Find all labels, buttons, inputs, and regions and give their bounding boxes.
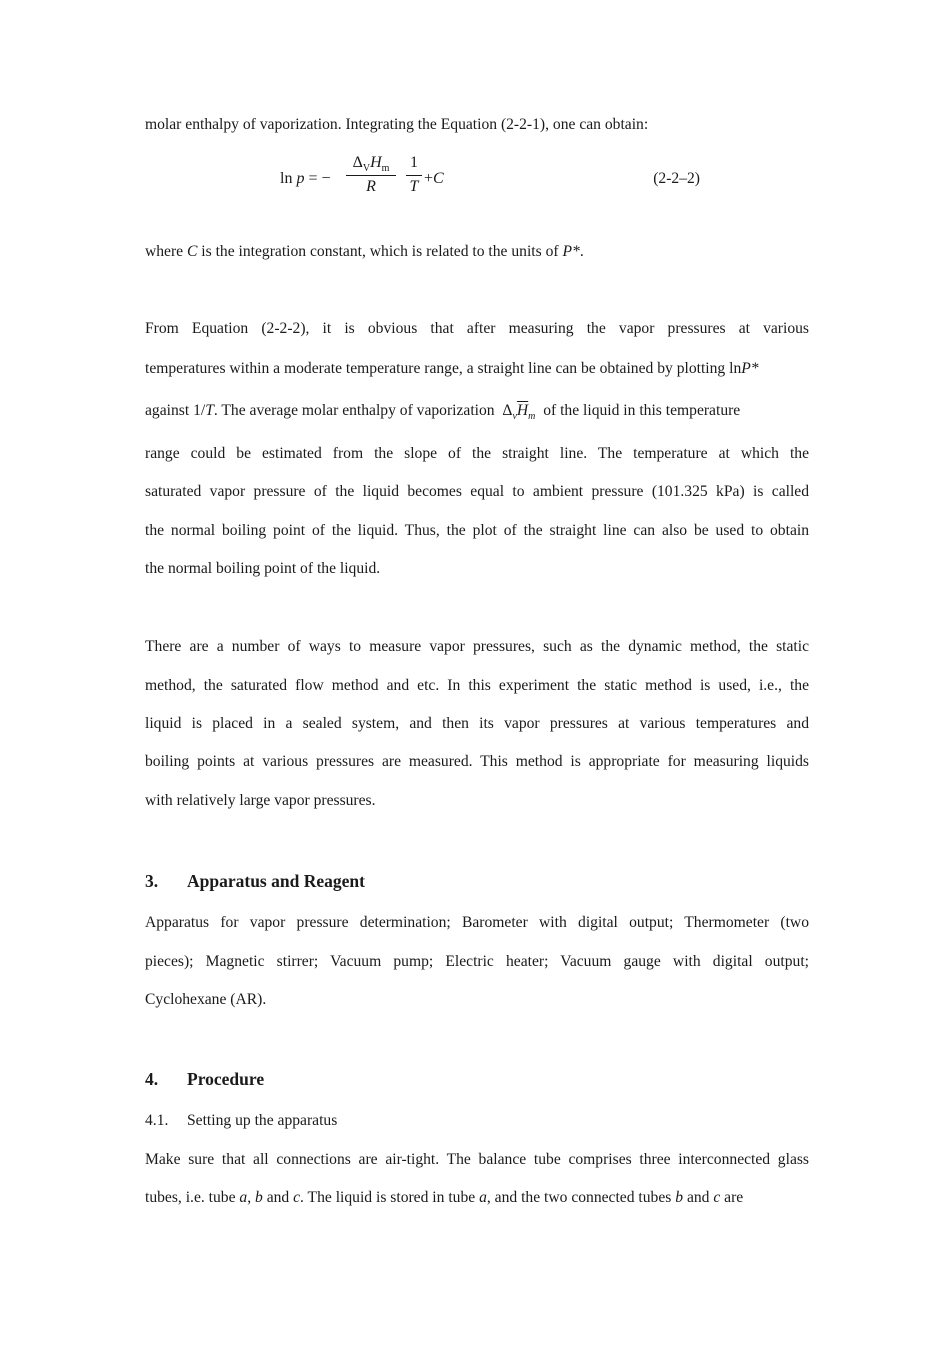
equation-denominator-2: T	[409, 178, 419, 195]
text-line: temperatures within a moderate temperature range, a straight line can be obtained by plotting lnP*	[145, 360, 759, 377]
equation-lhs: ln p = −	[280, 170, 331, 187]
text-line: molar enthalpy of vaporization. Integrating the Equation (2-2-1), one can obtain:	[145, 116, 649, 133]
text-line: against 1/T. The average molar enthalpy of vaporization $\Delta_v\overline{H}_m$ of the liquid in this temperature	[145, 402, 741, 423]
text-line: liquid is placed in a sealed system, and then its vapor pressures at various temperatures and	[145, 715, 809, 732]
text-line: the normal boiling point of the liquid. Thus, the plot of the straight line can also be used to obtain	[145, 522, 809, 539]
text-line: pieces); Magnetic stirrer; Vacuum pump; Electric heater; Vacuum gauge with digital output;	[145, 953, 809, 970]
section-heading: 4. Procedure	[145, 1069, 265, 1089]
text-line: with relatively large vapor pressures.	[145, 792, 376, 809]
text-line: tubes, i.e. tube a, b and c. The liquid is stored in tube a, and the two connected tubes b and c are	[145, 1189, 744, 1206]
equation-denominator: R	[366, 178, 376, 195]
equation-numerator: $\Delta_VH_m$	[352, 154, 390, 175]
text-line: Cyclohexane (AR).	[145, 991, 267, 1008]
delta-v-hm-symbol: $\Delta_v\overline{H}_m$	[502, 402, 536, 423]
text-line: Make sure that all connections are air-tight. The balance tube comprises three interconnected glass	[145, 1151, 809, 1168]
equation-label: (2-2–2)	[653, 170, 700, 187]
equation-fraction	[346, 152, 396, 197]
equation-fraction-2	[406, 152, 422, 197]
section-heading: 3. Apparatus and Reagent	[145, 871, 365, 891]
text-line: Apparatus for vapor pressure determination; Barometer with digital output; Thermometer (two	[145, 914, 809, 931]
text-line: where C is the integration constant, which is related to the units of P*.	[145, 243, 584, 260]
text-line: the normal boiling point of the liquid.	[145, 560, 381, 577]
text-line: From Equation (2-2-2), it is obvious that after measuring the vapor pressures at various	[145, 320, 809, 337]
text-line: range could be estimated from the slope of the straight line. The temperature at which the	[145, 445, 809, 462]
equation-constant: +C	[424, 170, 444, 187]
equation-numerator-2: 1	[410, 154, 418, 171]
text-line: method, the saturated flow method and etc. In this experiment the static method is used, i.e., the	[145, 677, 809, 694]
text-line: boiling points at various pressures are measured. This method is appropriate for measuring liquids	[145, 753, 809, 770]
equation-2-2-2	[280, 152, 810, 212]
text-line: There are a number of ways to measure vapor pressures, such as the dynamic method, the static	[145, 638, 809, 655]
subsection-heading: 4.1. Setting up the apparatus	[145, 1112, 338, 1129]
text-line: saturated vapor pressure of the liquid becomes equal to ambient pressure (101.325 kPa) is called	[145, 483, 809, 500]
